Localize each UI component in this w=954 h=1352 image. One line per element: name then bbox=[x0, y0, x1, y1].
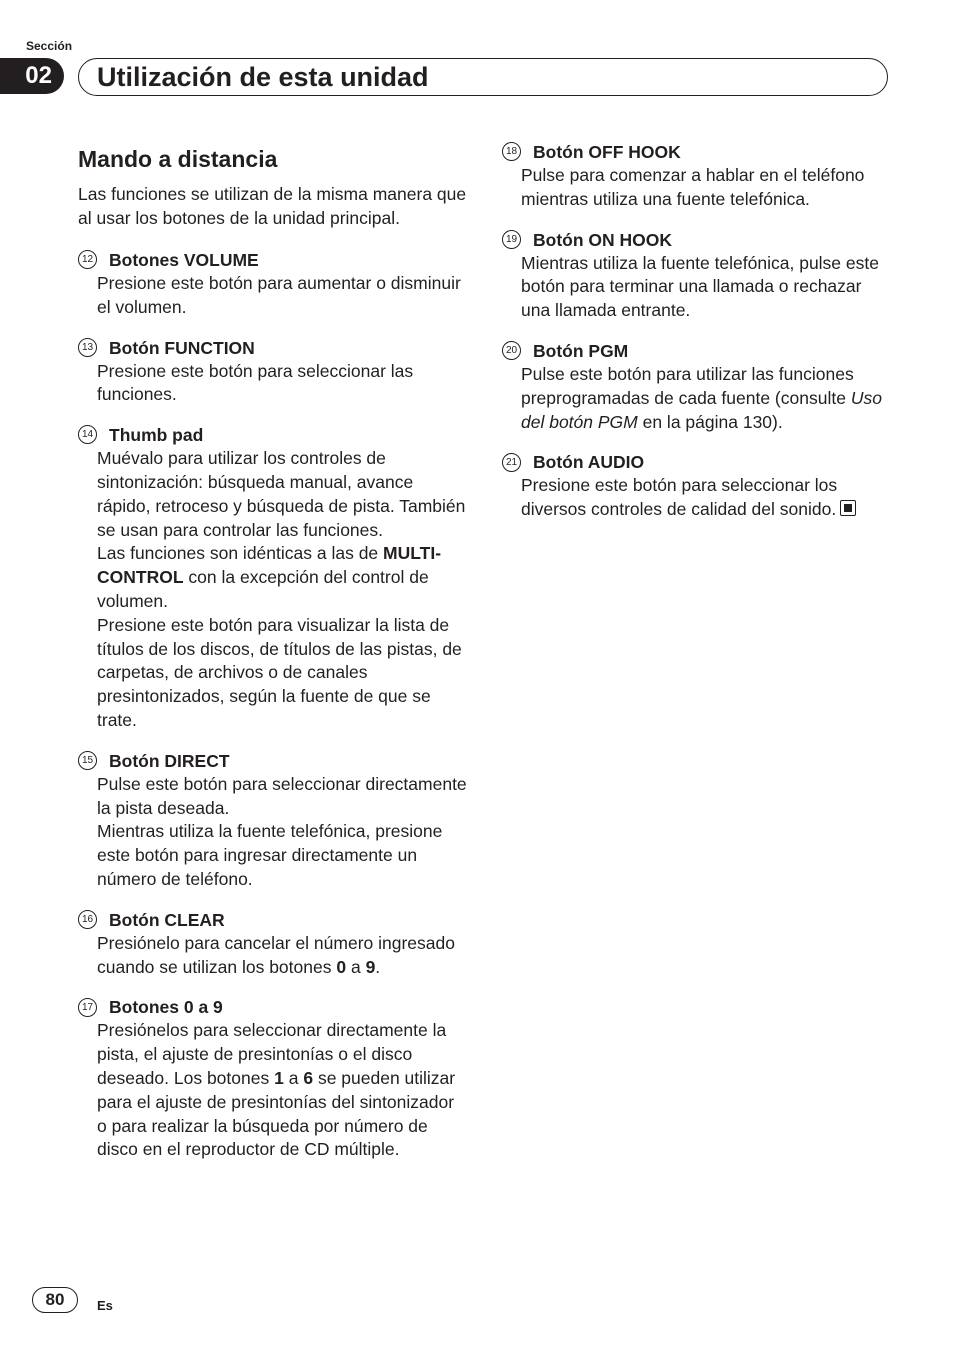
item-thumb-pad bbox=[78, 423, 468, 733]
item-text: Pulse para comenzar a hablar en el teléfono mientras utiliza una fuente telefónica. bbox=[521, 165, 865, 209]
item-title: Botones 0 a 9 bbox=[109, 997, 223, 1018]
item-text: Muévalo para utilizar los controles de sintonización: búsqueda manual, avance rápido, retroceso y búsqueda de pista. También se usan para controlar las funciones. bbox=[97, 448, 466, 540]
item-number: 14 bbox=[78, 423, 109, 447]
item-text: Presione este botón para seleccionar los diversos controles de calidad del sonido. bbox=[521, 474, 892, 522]
chapter-title-bar bbox=[78, 58, 888, 96]
item-off-hook bbox=[502, 140, 892, 212]
item-title: Botón CLEAR bbox=[109, 909, 225, 930]
language-code: Es bbox=[97, 1298, 113, 1313]
page-number: 80 bbox=[32, 1287, 78, 1313]
chapter-title: Utilización de esta unidad bbox=[97, 62, 429, 92]
item-number: 21 bbox=[502, 450, 533, 474]
item-text: Las funciones son idénticas a las de MULTI-CONTROL con la excepción del control de volumen. bbox=[97, 543, 442, 611]
item-number: 12 bbox=[78, 248, 109, 272]
cross-reference: Uso del botón PGM bbox=[521, 387, 882, 432]
item-direct bbox=[78, 749, 468, 892]
section-label: Sección bbox=[26, 39, 73, 53]
item-text: Pulse este botón para seleccionar directamente la pista deseada. bbox=[97, 773, 467, 818]
item-text: Presiónelos para seleccionar directamente la pista, el ajuste de presintonías o el disco deseado. Los botones 1 a 6 se pueden utilizar para el ajuste de presintonías del sintonizador o para realizar la búsqueda por número de disco en el reproductor de CD múltiple. bbox=[97, 1020, 456, 1160]
item-title: Botones VOLUME bbox=[109, 250, 259, 270]
item-number: 16 bbox=[78, 908, 109, 932]
item-text: Presione este botón para aumentar o disminuir el volumen. bbox=[97, 273, 461, 317]
right-column bbox=[502, 140, 892, 538]
item-number: 20 bbox=[502, 339, 533, 363]
item-number: 17 bbox=[78, 995, 109, 1019]
item-text: Presione este botón para visualizar la lista de títulos de los discos, de títulos de las pistas, de carpetas, de archivos o de canales presintonizados, según la fuente de que se trate. bbox=[97, 614, 462, 730]
intro-paragraph: Las funciones se utilizan de la misma manera que al usar los botones de la unidad principal. bbox=[78, 184, 467, 228]
item-title: Botón OFF HOOK bbox=[533, 142, 681, 162]
item-text: Pulse este botón para utilizar las funciones preprogramadas de cada fuente (consulte Uso del botón PGM en la página 130). bbox=[521, 363, 882, 432]
item-title: Thumb pad bbox=[109, 425, 204, 446]
item-clear bbox=[78, 908, 468, 980]
item-title: Botón ON HOOK bbox=[533, 229, 673, 250]
section-number-badge: 02 bbox=[0, 58, 64, 94]
item-text: Presione este botón para seleccionar las funciones. bbox=[97, 360, 414, 405]
item-number: 15 bbox=[78, 749, 109, 773]
item-title: Botón PGM bbox=[533, 340, 629, 361]
item-pgm bbox=[502, 339, 892, 434]
left-column bbox=[78, 140, 468, 1178]
item-number: 18 bbox=[502, 140, 533, 164]
item-text: Mientras utiliza la fuente telefónica, pulse este botón para terminar una llamada o rechazar una llamada entrante. bbox=[521, 252, 879, 321]
item-audio bbox=[502, 450, 892, 522]
item-function bbox=[78, 336, 468, 408]
item-text: Mientras utiliza la fuente telefónica, presione este botón para ingresar directamente un número de teléfono. bbox=[97, 821, 443, 889]
item-number-buttons bbox=[78, 995, 468, 1162]
item-title: Botón DIRECT bbox=[109, 750, 230, 771]
item-volume bbox=[78, 248, 468, 320]
item-number: 19 bbox=[502, 228, 533, 252]
section-heading: Mando a distancia bbox=[78, 146, 278, 172]
end-of-section-icon bbox=[840, 500, 856, 516]
item-title: Botón AUDIO bbox=[533, 452, 645, 473]
item-on-hook bbox=[502, 228, 892, 323]
item-number: 13 bbox=[78, 336, 109, 360]
item-title: Botón FUNCTION bbox=[109, 337, 255, 358]
item-text: Presiónelo para cancelar el número ingresado cuando se utilizan los botones 0 a 9. bbox=[97, 932, 455, 977]
